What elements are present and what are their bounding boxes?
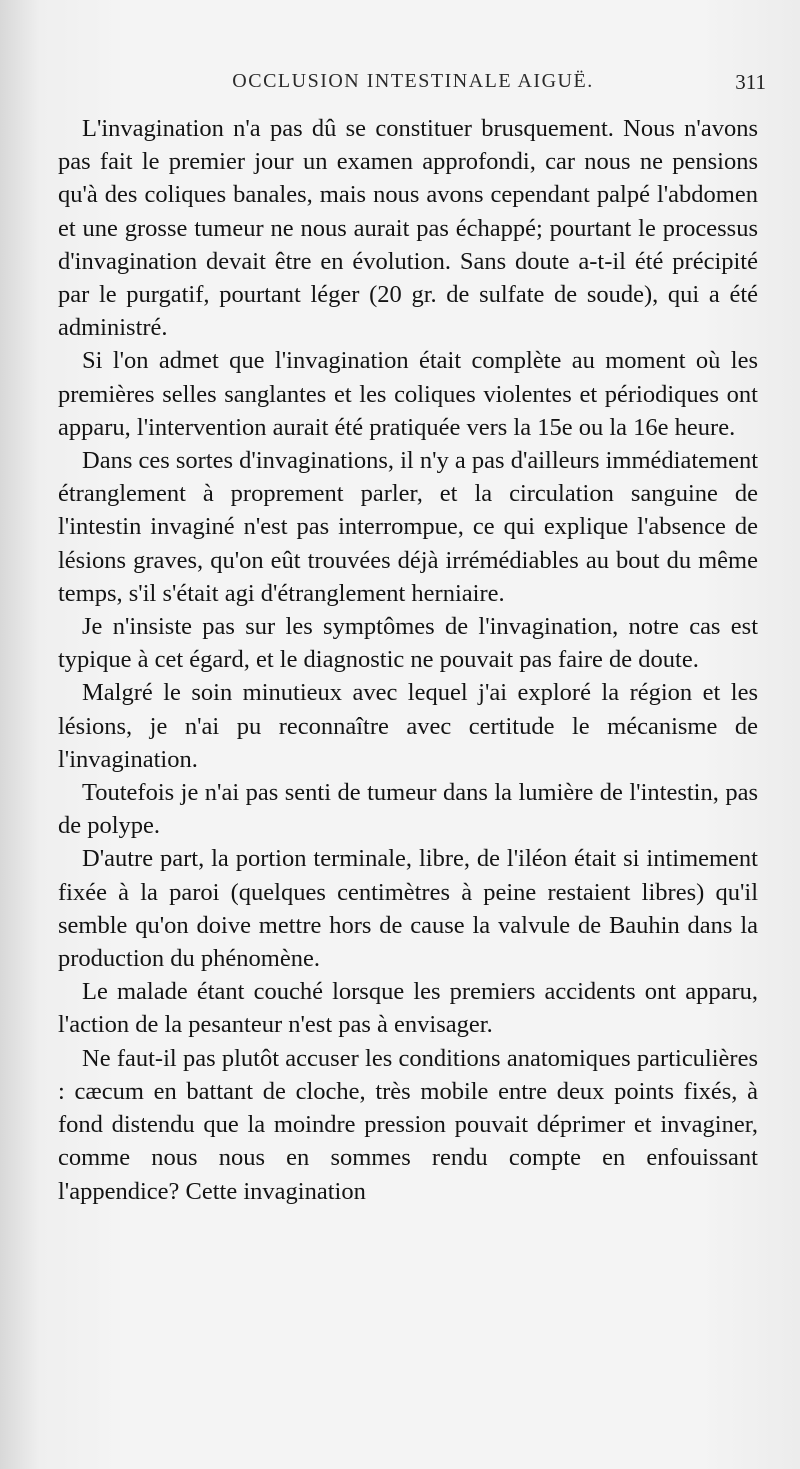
paragraph: Malgré le soin minutieux avec lequel j'ai exploré la région et les lésions, je n'ai pu reconnaître avec certitude le mécanisme de l'invagination. xyxy=(58,679,758,773)
body-text xyxy=(58,112,758,1208)
paragraph: Je n'insiste pas sur les symptômes de l'invagination, notre cas est typique à cet égard, et le diagnostic ne pouvait pas faire de doute. xyxy=(58,613,758,674)
page-number: 311 xyxy=(735,70,766,94)
running-title: OCCLUSION INTESTINALE AIGUË. xyxy=(232,70,594,92)
paragraph: Si l'on admet que l'invagination était complète au moment où les premières selles sanglantes et les coliques violentes et périodiques ont apparu, l'intervention aurait été pratiquée vers la 15e ou la 16e heure. xyxy=(58,347,758,441)
paragraph: L'invagination n'a pas dû se constituer brusquement. Nous n'avons pas fait le premier jour un examen approfondi, car nous ne pensions qu'à des coliques banales, mais nous avons cependant palpé l'abdomen et une grosse tumeur ne nous aurait pas échappé; pourtant le processus d'invagination devait être en évolution. Sans doute a-t-il été précipité par le purgatif, pourtant léger (20 gr. de sulfate de soude), qui a été administré. xyxy=(58,115,758,342)
paragraph: Le malade étant couché lorsque les premiers accidents ont apparu, l'action de la pesanteur n'est pas à envisager. xyxy=(58,978,758,1039)
paragraph: D'autre part, la portion terminale, libre, de l'iléon était si intimement fixée à la paroi (quelques centimètres à peine restaient libres) qu'il semble qu'on doive mettre hors de cause la valvule de Bauhin dans la production du phénomène. xyxy=(58,845,758,973)
running-head xyxy=(60,70,766,104)
paragraph: Ne faut-il pas plutôt accuser les conditions anatomiques particulières : cæcum en battant de cloche, très mobile entre deux points fixés, à fond distendu que la moindre pression pouvait déprimer et invaginer, comme nous nous en sommes rendu compte en enfouissant l'appendice? Cette invagination xyxy=(58,1044,758,1205)
paragraph: Dans ces sortes d'invaginations, il n'y a pas d'ailleurs immédiatement étranglement à proprement parler, et la circulation sanguine de l'intestin invaginé n'est pas interrompue, ce qui explique l'absence de lésions graves, qu'on eût trouvées déjà irrémédiables au bout du même temps, s'il s'était agi d'étranglement herniaire. xyxy=(58,447,758,607)
paragraph: Toutefois je n'ai pas senti de tumeur dans la lumière de l'intestin, pas de polype. xyxy=(58,779,758,840)
